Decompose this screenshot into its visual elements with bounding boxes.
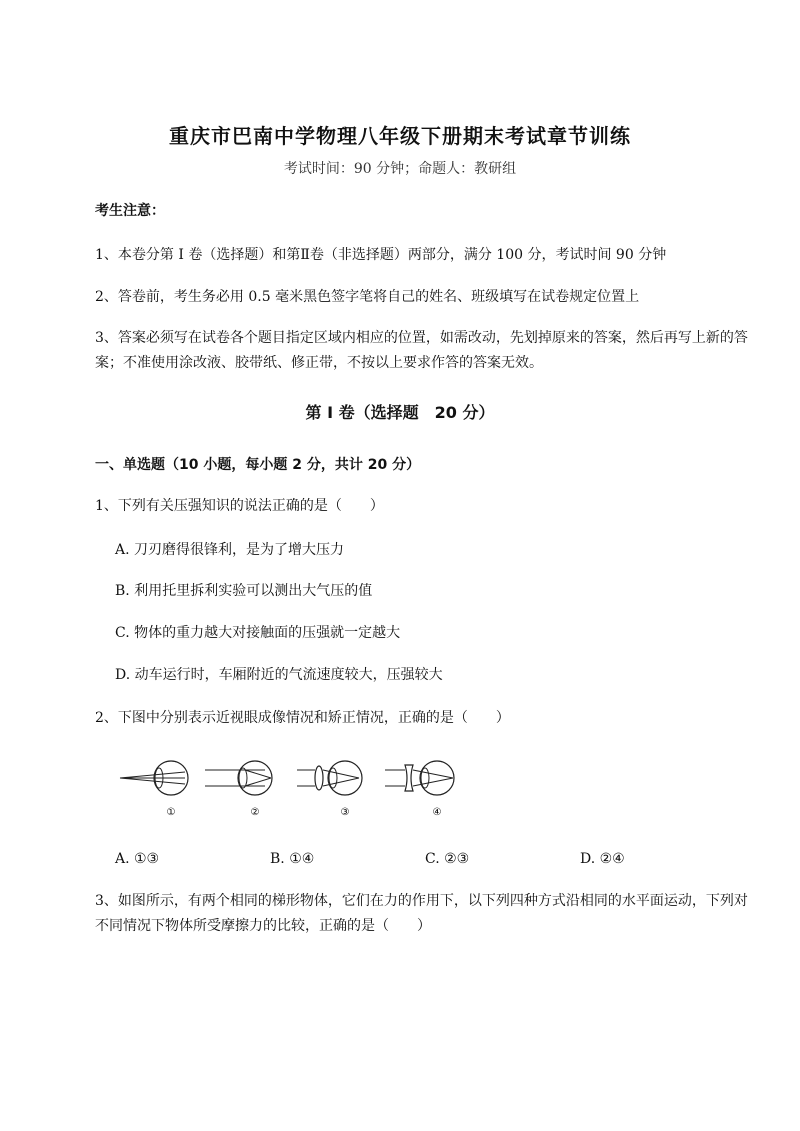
page-title: 重庆市巴南中学物理八年级下册期末考试章节训练 [169, 124, 631, 148]
question-1-option-a: A. 刀刃磨得很锋利，是为了增大压力 [115, 542, 345, 558]
question-1-option-d: D. 动车运行时，车厢附近的气流速度较大，压强较大 [115, 667, 443, 683]
question-1-stem: 1、下列有关压强知识的说法正确的是（ ） [95, 498, 384, 514]
eye-diagram-1 [120, 761, 188, 818]
eye-diagram-4 [385, 761, 454, 818]
question-3-stem: 3、如图所示，有两个相同的梯形物体，它们在力的作用下，以下列四种方式沿相同的水平面运动，下列对不同情况下物体所受摩擦力的比较，正确的是（ ） [95, 893, 748, 934]
figure-label-1: ① [166, 807, 176, 818]
question-1-option-b: B. 利用托里拆利实验可以测出大气压的值 [115, 583, 373, 599]
question-1-option-c: C. 物体的重力越大对接触面的压强就一定越大 [115, 625, 401, 641]
notice-item-3: 3、答案必须写在试卷各个题目指定区域内相应的位置，如需改动，先划掉原来的答案，然后再写上新的答案；不准使用涂改液、胶带纸、修正带，不按以上要求作答的答案无效。 [95, 330, 748, 371]
question-2-option-c: C. ②③ [425, 851, 470, 867]
eye-diagram-figure [115, 755, 475, 825]
figure-label-2: ② [250, 807, 260, 818]
question-2-option-d: D. ②④ [580, 851, 625, 867]
question-2-option-b: B. ①④ [270, 851, 315, 867]
figure-label-4: ④ [432, 807, 442, 818]
notice-item-1: 1、本卷分第 I 卷（选择题）和第Ⅱ卷（非选择题）两部分，满分 100 分，考试时间 90 分钟 [95, 247, 667, 263]
notice-item-2: 2、答卷前，考生务必用 0.5 毫米黑色签字笔将自己的姓名、班级填写在试卷规定位置上 [95, 289, 640, 305]
section-title: 第 I 卷（选择题 20 分） [305, 403, 495, 422]
question-2-option-a: A. ①③ [115, 851, 160, 867]
question-2-stem: 2、下图中分别表示近视眼成像情况和矫正情况，正确的是（ ） [95, 710, 510, 726]
figure-label-3: ③ [340, 807, 350, 818]
exam-info: 考试时间：90 分钟；命题人：教研组 [283, 161, 517, 177]
eye-diagram-2 [205, 761, 272, 818]
eye-diagram-3 [297, 761, 362, 818]
part-heading: 一、单选题（10 小题，每小题 2 分，共计 20 分） [95, 457, 421, 473]
notice-heading: 考生注意： [95, 203, 165, 219]
